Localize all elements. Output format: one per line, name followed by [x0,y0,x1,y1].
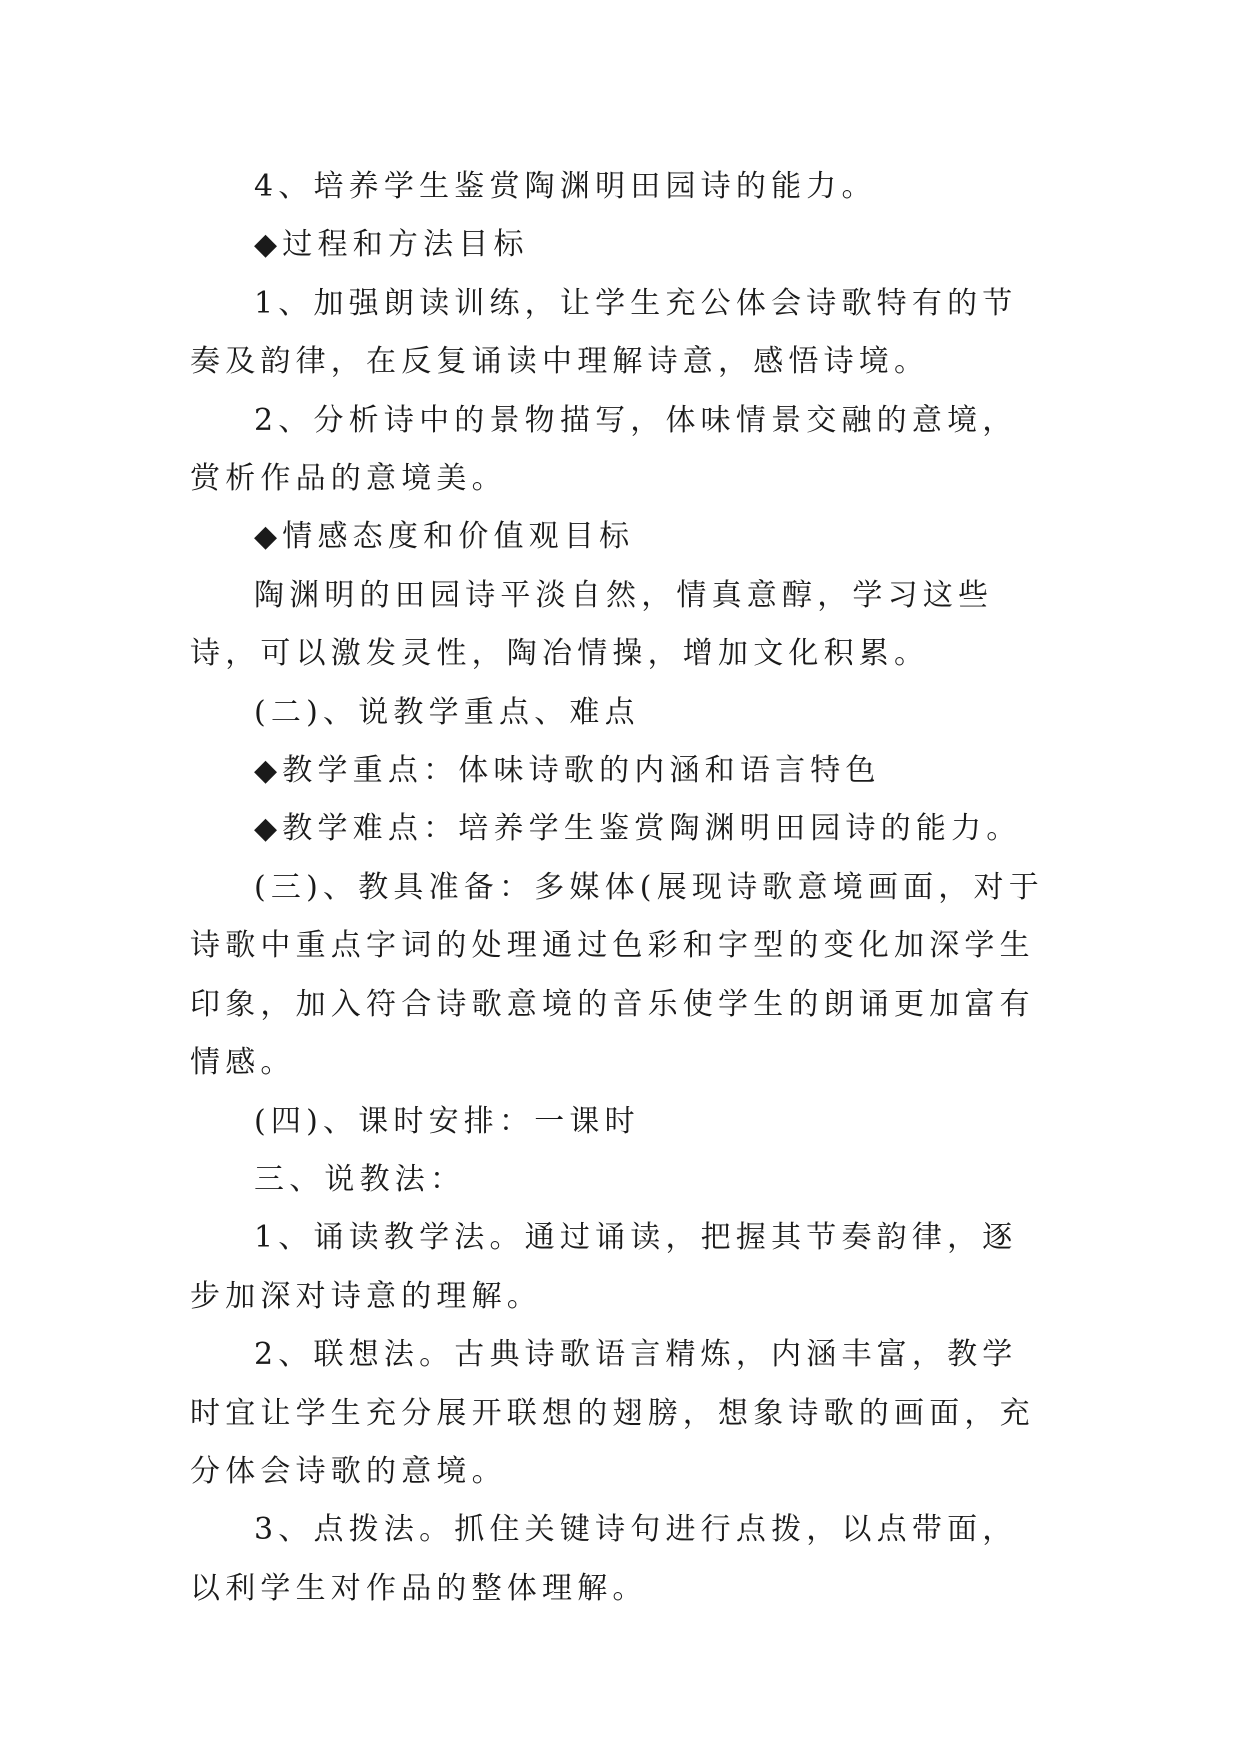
paragraph-method-recitation: 1、诵读教学法。通过诵读，把握其节奏韵律，逐步加深对诗意的理解。 [190,1220,1018,1314]
paragraph-key-point: ◆教学重点：体味诗歌的内涵和语言特色 [254,753,881,789]
heading-process-method-goals: ◆过程和方法目标 [254,227,529,263]
heading-key-difficult-points: (二)、说教学重点、难点 [254,694,640,730]
document-body [190,158,1050,1618]
paragraph-method-guidance: 3、点拨法。抓住关键诗句进行点拨，以点带面，以利学生对作品的整体理解。 [190,1512,1018,1606]
paragraph-method-association: 2、联想法。古典诗歌语言精炼，内涵丰富，教学时宜让学生充分展开联想的翅膀，想象诗歌的画面，充分体会诗歌的意境。 [190,1337,1035,1489]
heading-teaching-methods: 三、说教法： [254,1161,466,1197]
paragraph-teaching-aids: (三)、教具准备：多媒体(展现诗歌意境画面，对于诗歌中重点字词的处理通过色彩和字型的变化加深学生印象，加入符合诗歌意境的音乐使学生的朗诵更加富有情感。 [190,869,1044,1081]
paragraph-process-2: 2、分析诗中的景物描写，体味情景交融的意境，赏析作品的意境美。 [190,402,1018,497]
paragraph-difficult-point: ◆教学难点：培养学生鉴赏陶渊明田园诗的能力。 [254,811,1022,847]
paragraph-process-1: 1、加强朗读训练，让学生充公体会诗歌特有的节奏及韵律，在反复诵读中理解诗意，感悟诗境。 [190,285,1018,380]
paragraph-emotion-values: 陶渊明的田园诗平淡自然，情真意醇，学习这些诗，可以激发灵性，陶冶情操，增加文化积累。 [190,577,994,672]
paragraph-class-hours: (四)、课时安排：一课时 [254,1103,640,1139]
paragraph-objective-4: 4、培养学生鉴赏陶渊明田园诗的能力。 [254,169,877,204]
heading-emotion-values-goals: ◆情感态度和价值观目标 [254,519,635,555]
